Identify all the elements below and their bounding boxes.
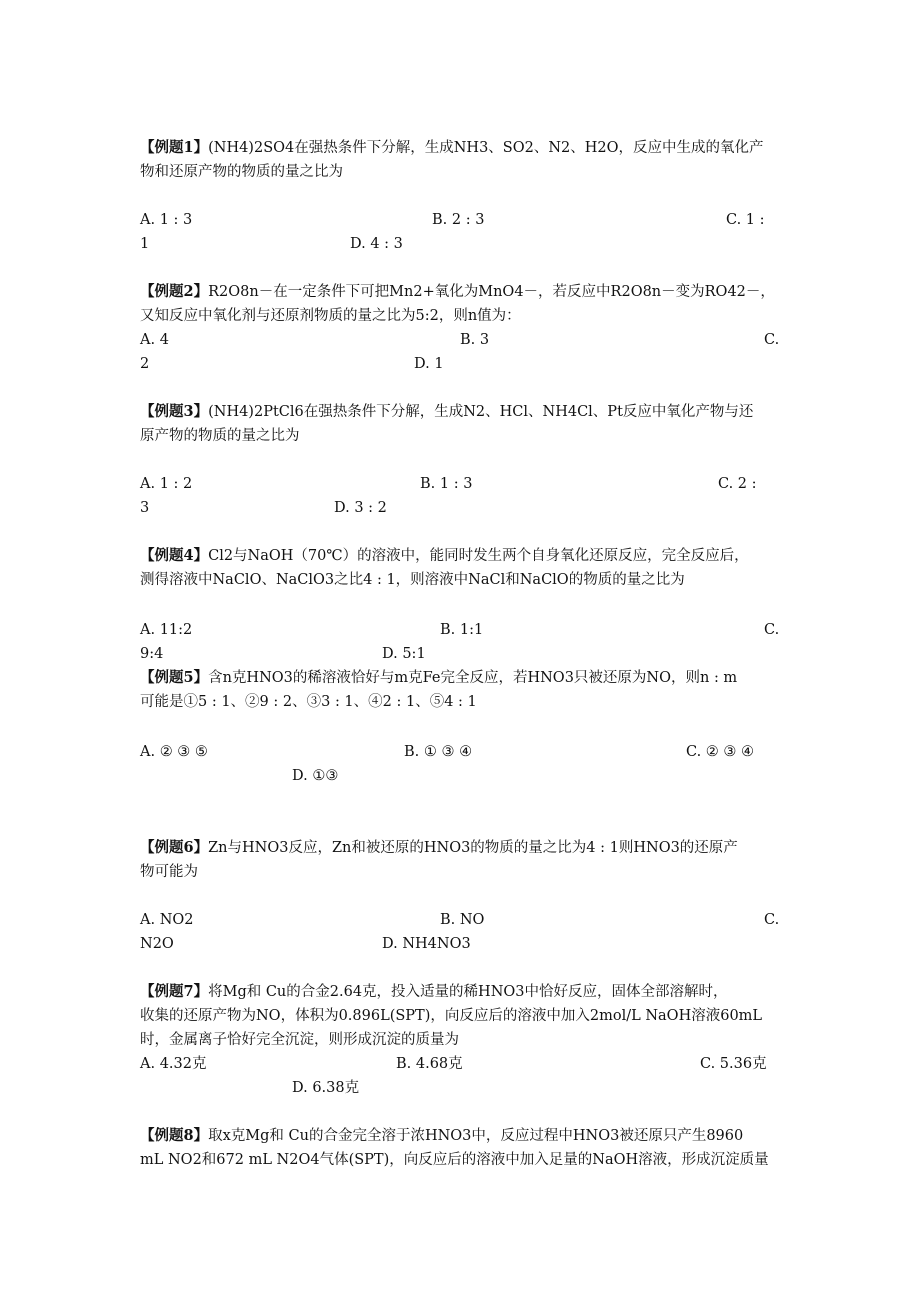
question-1-option-a: A. 1 : 3 <box>140 212 193 228</box>
question-6-option-c-cont: N2O <box>140 936 174 952</box>
question-4-option-a: A. 11:2 <box>140 622 193 638</box>
question-8-line-2: mL NO2和672 mL N2O4气体(SPT)，向反应后的溶液中加入足量的NaOH溶液，形成沉淀质量 <box>140 1152 769 1168</box>
question-7-line-2: 收集的还原产物为NO，体积为0.896L(SPT)，向反应后的溶液中加入2mol/L NaOH溶液60mL <box>140 1008 763 1024</box>
question-3-line-2: 原产物的物质的量之比为 <box>140 428 300 444</box>
question-6-option-d: D. NH4NO3 <box>382 936 471 952</box>
question-3-option-c-cont: 3 <box>140 500 150 516</box>
question-3-line-1 <box>140 400 753 424</box>
question-1-text: (NH4)2SO4在强热条件下分解，生成NH3、SO2、N2、H2O，反应中生成的氧化产 <box>208 140 764 156</box>
question-4-text: Cl2与NaOH（70℃）的溶液中，能同时发生两个自身氧化还原反应，完全反应后， <box>208 548 749 564</box>
question-7-option-c: C. 5.36克 <box>700 1056 767 1072</box>
question-4-option-c-cont: 9:4 <box>140 646 164 662</box>
question-2-text: R2O8n－在一定条件下可把Mn2+氧化为MnO4－，若反应中R2O8n－变为RO42－， <box>208 284 775 300</box>
question-7-text: 将Mg和 Cu的合金2.64克，投入适量的稀HNO3中恰好反应，固体全部溶解时， <box>208 984 728 1000</box>
question-6-label: 【例题6】 <box>140 839 209 856</box>
question-1-option-b: B. 2 : 3 <box>432 212 485 228</box>
question-6-option-b: B. NO <box>440 912 485 928</box>
question-7-option-b: B. 4.68克 <box>396 1056 463 1072</box>
question-2-option-c: C. <box>764 332 780 348</box>
question-2-line-2: 又知反应中氧化剂与还原剂物质的量之比为5:2，则n值为： <box>140 308 521 324</box>
question-2-option-a: A. 4 <box>140 332 169 348</box>
question-4-line-2: 测得溶液中NaClO、NaClO3之比4 : 1，则溶液中NaCl和NaClO的物质的量之比为 <box>140 572 685 588</box>
question-8-line-1 <box>140 1124 743 1148</box>
question-6-line-1 <box>140 836 738 860</box>
question-4-option-b: B. 1:1 <box>440 622 484 638</box>
question-6-option-a: A. NO2 <box>140 912 194 928</box>
question-3-option-a: A. 1 : 2 <box>140 476 193 492</box>
question-1-line-2: 物和还原产物的物质的量之比为 <box>140 164 343 180</box>
question-7-label: 【例题7】 <box>140 983 209 1000</box>
question-1-option-c-cont: 1 <box>140 236 150 252</box>
question-5-line-2: 可能是①5 : 1、②9 : 2、③3 : 1、④2 : 1、⑤4 : 1 <box>140 694 477 710</box>
question-8-label: 【例题8】 <box>140 1127 209 1144</box>
question-6-option-c: C. <box>764 912 780 928</box>
question-6-text: Zn与HNO3反应，Zn和被还原的HNO3的物质的量之比为4 : 1则HNO3的还原产 <box>208 840 738 856</box>
question-5-label: 【例题5】 <box>140 669 209 686</box>
question-2-option-c-cont: 2 <box>140 356 150 372</box>
question-5-option-a: A. ② ③ ⑤ <box>140 744 208 760</box>
question-2-option-d: D. 1 <box>414 356 444 372</box>
question-4-line-1 <box>140 544 749 568</box>
question-3-option-d: D. 3 : 2 <box>334 500 387 516</box>
question-7-option-d: D. 6.38克 <box>292 1080 360 1096</box>
question-2-line-1 <box>140 280 775 304</box>
question-4-label: 【例题4】 <box>140 547 209 564</box>
question-1-line-1 <box>140 136 764 160</box>
question-7-option-a: A. 4.32克 <box>140 1056 207 1072</box>
question-1-option-d: D. 4 : 3 <box>350 236 403 252</box>
question-5-line-1 <box>140 666 737 690</box>
question-3-text: (NH4)2PtCl6在强热条件下分解，生成N2、HCl、NH4Cl、Pt反应中氧化产物与还 <box>208 404 754 420</box>
question-6-line-2: 物可能为 <box>140 864 198 880</box>
question-2-label: 【例题2】 <box>140 283 209 300</box>
question-2-option-b: B. 3 <box>460 332 490 348</box>
question-3-option-b: B. 1 : 3 <box>420 476 473 492</box>
question-5-option-b: B. ① ③ ④ <box>404 744 473 760</box>
question-5-option-c: C. ② ③ ④ <box>686 744 755 760</box>
question-4-option-c: C. <box>764 622 780 638</box>
question-1-label: 【例题1】 <box>140 139 209 156</box>
question-1-option-c: C. 1 : <box>726 212 765 228</box>
question-3-label: 【例题3】 <box>140 403 209 420</box>
question-8-text: 取x克Mg和 Cu的合金完全溶于浓HNO3中，反应过程中HNO3被还原只产生8960 <box>208 1128 744 1144</box>
question-7-line-1 <box>140 980 728 1004</box>
question-5-text: 含n克HNO3的稀溶液恰好与m克Fe完全反应，若HNO3只被还原为NO，则n : m <box>208 670 738 686</box>
question-4-option-d: D. 5:1 <box>382 646 426 662</box>
question-3-option-c: C. 2 : <box>718 476 757 492</box>
question-7-line-3: 时，金属离子恰好完全沉淀，则形成沉淀的质量为 <box>140 1032 459 1048</box>
question-5-option-d: D. ①③ <box>292 768 339 784</box>
